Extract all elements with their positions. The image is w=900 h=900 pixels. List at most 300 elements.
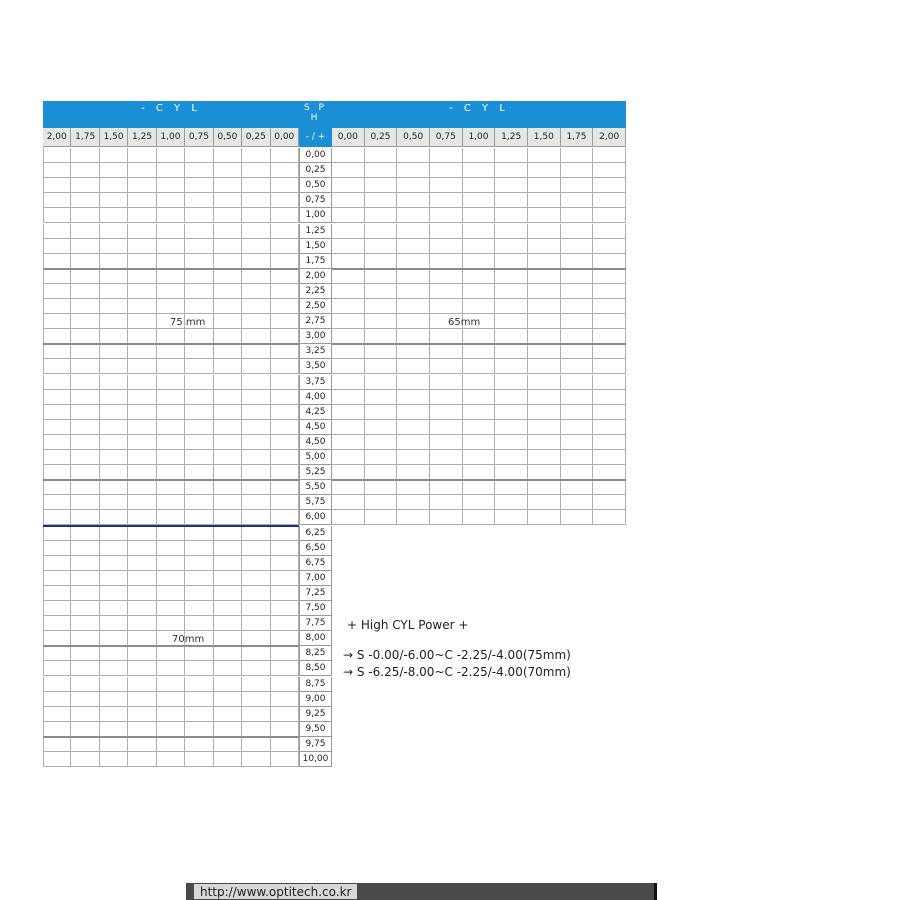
right-grid-cell — [430, 284, 463, 299]
left-grid-cell — [43, 193, 71, 208]
right-grid-cell — [593, 314, 626, 329]
right-grid-cell — [365, 405, 398, 420]
left-grid-cell — [271, 420, 299, 435]
right-grid-cell — [528, 314, 561, 329]
left-grid-cell — [185, 420, 213, 435]
right-grid-cell — [528, 450, 561, 465]
left-grid-cell — [214, 329, 242, 344]
left-grid-cell — [100, 722, 128, 737]
left-grid-cell — [43, 299, 71, 314]
left-grid-cell — [43, 586, 71, 601]
left-grid-cell — [71, 541, 99, 556]
left-grid-cell — [185, 375, 213, 390]
right-grid-cell — [397, 314, 430, 329]
left-grid-cell — [100, 631, 128, 646]
left-grid-cell — [214, 465, 242, 480]
right-grid-cell — [463, 239, 496, 254]
right-grid-cell — [495, 284, 528, 299]
row-separator — [43, 479, 299, 481]
sph-value-cell: 5,75 — [299, 495, 332, 510]
left-grid-cell — [242, 707, 270, 722]
left-grid-cell — [214, 571, 242, 586]
left-grid-cell — [100, 480, 128, 495]
left-grid-cell — [185, 148, 213, 163]
left-grid-cell — [100, 193, 128, 208]
right-grid-cell — [593, 299, 626, 314]
left-grid-cell — [128, 390, 156, 405]
row-separator — [43, 343, 299, 345]
left-grid-cell — [128, 344, 156, 359]
sph-value-cell: 4,50 — [299, 420, 332, 435]
left-grid-cell — [242, 299, 270, 314]
left-grid-cell — [128, 465, 156, 480]
left-grid-cell — [128, 314, 156, 329]
left-grid-cell — [271, 208, 299, 223]
left-grid-cell — [214, 616, 242, 631]
right-grid-cell — [463, 329, 496, 344]
left-grid-cell — [185, 208, 213, 223]
left-grid-cell — [100, 390, 128, 405]
sph-value-cell: 6,75 — [299, 556, 332, 571]
right-grid-cell — [430, 163, 463, 178]
right-cyl-column-labels — [332, 128, 626, 147]
left-grid-cell — [242, 163, 270, 178]
left-grid-cell — [242, 526, 270, 541]
left-grid-cell — [157, 722, 185, 737]
left-grid-cell — [242, 465, 270, 480]
right-grid-cell — [397, 495, 430, 510]
left-grid-cell — [100, 541, 128, 556]
left-grid-cell — [185, 163, 213, 178]
right-grid-cell — [430, 465, 463, 480]
sph-header-line1: S P — [303, 103, 327, 113]
right-grid-cell — [495, 148, 528, 163]
left-grid-cell — [242, 314, 270, 329]
right-grid-cell — [430, 254, 463, 269]
left-grid-cell — [157, 405, 185, 420]
right-grid-cell — [561, 329, 594, 344]
left-grid-cell — [157, 420, 185, 435]
left-grid-cell — [157, 571, 185, 586]
left-grid-cell — [43, 722, 71, 737]
left-grid-cell — [100, 344, 128, 359]
right-grid-cell — [561, 435, 594, 450]
left-grid-cell — [214, 269, 242, 284]
right-grid-cell — [397, 163, 430, 178]
left-grid-cell — [242, 586, 270, 601]
right-grid-cell — [463, 375, 496, 390]
left-grid-cell — [242, 692, 270, 707]
left-grid-cell — [71, 405, 99, 420]
left-grid-cell — [71, 208, 99, 223]
left-grid-cell — [71, 495, 99, 510]
left-grid-cell — [43, 661, 71, 676]
left-cyl-header — [43, 101, 299, 128]
left-grid-cell — [100, 224, 128, 239]
sph-value-cell: 2,25 — [299, 284, 332, 299]
left-grid-cell — [271, 284, 299, 299]
right-grid-cell — [561, 465, 594, 480]
left-grid-cell — [157, 707, 185, 722]
left-grid-cell — [214, 737, 242, 752]
left-grid-cell — [128, 722, 156, 737]
sph-value-cell: 8,50 — [299, 661, 332, 676]
left-grid-cell — [242, 435, 270, 450]
left-grid-cell — [43, 284, 71, 299]
right-grid-cell — [561, 178, 594, 193]
left-grid-cell — [271, 329, 299, 344]
right-grid-cell — [528, 299, 561, 314]
left-grid-cell — [242, 495, 270, 510]
sph-value-cell: 1,00 — [299, 208, 332, 223]
right-grid-cell — [365, 359, 398, 374]
right-grid-cell — [561, 344, 594, 359]
left-grid-cell — [71, 224, 99, 239]
right-grid-cell — [397, 344, 430, 359]
right-grid-cell — [593, 480, 626, 495]
left-grid-cell — [43, 375, 71, 390]
left-grid-cell — [271, 480, 299, 495]
left-grid-cell — [71, 299, 99, 314]
left-grid-cell — [100, 314, 128, 329]
right-grid-cell — [397, 480, 430, 495]
left-grid-cell — [43, 208, 71, 223]
right-grid-cell — [365, 163, 398, 178]
left-grid-cell — [242, 284, 270, 299]
right-grid-cell — [332, 193, 365, 208]
left-grid-cell — [100, 450, 128, 465]
right-grid-cell — [463, 420, 496, 435]
right-grid-cell — [495, 193, 528, 208]
left-grid-cell — [214, 148, 242, 163]
left-grid-cell — [100, 178, 128, 193]
left-grid-cell — [214, 631, 242, 646]
left-grid-cell — [157, 224, 185, 239]
left-grid-cell — [71, 510, 99, 525]
left-grid-cell — [271, 692, 299, 707]
right-grid-cell — [397, 329, 430, 344]
right-grid-cell — [397, 148, 430, 163]
right-grid-cell — [528, 465, 561, 480]
left-grid-cell — [242, 646, 270, 661]
left-grid-cell — [242, 390, 270, 405]
left-grid-cell — [71, 526, 99, 541]
left-grid-cell — [185, 601, 213, 616]
right-grid-cell — [463, 359, 496, 374]
row-separator — [332, 343, 626, 345]
left-grid-cell — [71, 239, 99, 254]
right-grid-cell — [561, 239, 594, 254]
right-cyl-col-label: 1,75 — [561, 128, 594, 147]
left-grid-cell — [242, 631, 270, 646]
left-grid-cell — [100, 571, 128, 586]
left-grid-cell — [185, 480, 213, 495]
left-grid-cell — [71, 375, 99, 390]
right-grid-cell — [495, 254, 528, 269]
right-grid-cell — [397, 254, 430, 269]
left-grid-cell — [71, 707, 99, 722]
left-grid-cell — [214, 284, 242, 299]
sph-value-cell: 1,50 — [299, 239, 332, 254]
left-grid-cell — [214, 480, 242, 495]
right-grid-cell — [365, 465, 398, 480]
sph-value-cell: 9,75 — [299, 737, 332, 752]
left-grid-cell — [71, 284, 99, 299]
left-cyl-col-label: 1,75 — [71, 128, 99, 147]
left-grid-cell — [71, 344, 99, 359]
left-grid-cell — [157, 208, 185, 223]
left-grid-cell — [157, 450, 185, 465]
right-grid-cell — [430, 510, 463, 525]
left-grid-cell — [71, 148, 99, 163]
right-grid-cell — [495, 510, 528, 525]
left-grid-cell — [185, 193, 213, 208]
right-grid-cell — [593, 193, 626, 208]
left-grid-cell — [185, 646, 213, 661]
left-grid-cell — [100, 586, 128, 601]
right-grid-cell — [593, 390, 626, 405]
left-grid-cell — [100, 163, 128, 178]
left-grid-cell — [185, 390, 213, 405]
sph-value-cell: 5,00 — [299, 450, 332, 465]
left-grid-cell — [128, 193, 156, 208]
right-grid-cell — [528, 420, 561, 435]
url-text[interactable]: http://www.optitech.co.kr — [194, 884, 357, 899]
left-grid-cell — [128, 556, 156, 571]
left-grid-cell — [271, 375, 299, 390]
left-grid-cell — [242, 405, 270, 420]
right-grid-cell — [528, 163, 561, 178]
right-grid-cell — [397, 359, 430, 374]
left-grid-cell — [100, 692, 128, 707]
left-grid-cell — [100, 601, 128, 616]
right-grid-cell — [430, 375, 463, 390]
right-grid-cell — [495, 480, 528, 495]
left-grid-cell — [271, 435, 299, 450]
left-grid-cell — [242, 556, 270, 571]
left-grid-cell — [157, 299, 185, 314]
right-grid-cell — [528, 390, 561, 405]
right-grid-cell — [332, 254, 365, 269]
right-grid-cell — [332, 435, 365, 450]
right-grid-cell — [495, 420, 528, 435]
right-grid-cell — [463, 178, 496, 193]
left-grid-cell — [157, 495, 185, 510]
sph-header-line2: H — [310, 113, 321, 123]
left-grid-cell — [271, 269, 299, 284]
left-grid-cell — [128, 148, 156, 163]
left-grid-cell — [71, 646, 99, 661]
left-grid-cell — [242, 677, 270, 692]
left-grid-cell — [128, 480, 156, 495]
right-grid-cell — [365, 193, 398, 208]
sph-value-cell: 2,50 — [299, 299, 332, 314]
right-grid-cell — [528, 178, 561, 193]
left-grid-cell — [43, 510, 71, 525]
left-grid-cell — [71, 586, 99, 601]
left-grid-cell — [100, 359, 128, 374]
left-grid-cell — [214, 661, 242, 676]
right-grid-cell — [430, 359, 463, 374]
left-grid-cell — [43, 631, 71, 646]
left-grid-cell — [185, 707, 213, 722]
left-grid-cell — [185, 239, 213, 254]
sph-value-cell: 9,25 — [299, 707, 332, 722]
url-bar — [186, 883, 657, 900]
right-grid-cell — [495, 239, 528, 254]
left-grid-cell — [214, 752, 242, 767]
right-grid-cell — [332, 390, 365, 405]
right-grid-cell — [593, 435, 626, 450]
left-grid-cell — [157, 601, 185, 616]
left-grid-cell — [271, 571, 299, 586]
left-grid-cell — [214, 677, 242, 692]
right-grid-cell — [430, 390, 463, 405]
left-grid-cell — [128, 239, 156, 254]
sph-value-cell: 2,00 — [299, 269, 332, 284]
left-grid-cell — [271, 526, 299, 541]
left-grid-cell — [71, 193, 99, 208]
left-grid-cell — [214, 586, 242, 601]
row-separator — [43, 736, 299, 738]
right-grid-cell — [561, 375, 594, 390]
right-grid-cell — [495, 329, 528, 344]
left-grid-cell — [271, 254, 299, 269]
right-grid-cell — [593, 163, 626, 178]
right-grid-cell — [495, 224, 528, 239]
sph-value-cell: 8,00 — [299, 631, 332, 646]
left-grid-cell — [128, 692, 156, 707]
sph-value-cell: 8,25 — [299, 646, 332, 661]
right-grid-cell — [593, 148, 626, 163]
left-grid-cell — [100, 661, 128, 676]
left-grid-cell — [43, 148, 71, 163]
left-grid-cell — [128, 586, 156, 601]
left-grid-cell — [100, 646, 128, 661]
left-grid-cell — [157, 178, 185, 193]
left-grid-cell — [157, 737, 185, 752]
right-grid-cell — [463, 299, 496, 314]
left-grid-cell — [43, 737, 71, 752]
left-grid-cell — [100, 526, 128, 541]
right-grid-cell — [593, 284, 626, 299]
right-grid-cell — [561, 450, 594, 465]
left-grid-cell — [185, 329, 213, 344]
left-grid-cell — [242, 510, 270, 525]
left-grid-cell — [71, 435, 99, 450]
left-grid-cell — [157, 284, 185, 299]
left-grid-cell — [185, 224, 213, 239]
left-grid-cell — [214, 208, 242, 223]
right-grid-cell — [495, 314, 528, 329]
left-grid-cell — [157, 556, 185, 571]
right-grid-cell — [332, 465, 365, 480]
left-grid-cell — [185, 541, 213, 556]
left-grid-cell — [43, 405, 71, 420]
right-grid-cell — [365, 495, 398, 510]
left-grid-cell — [43, 163, 71, 178]
right-grid-cell — [495, 163, 528, 178]
right-grid-cell — [397, 405, 430, 420]
left-grid-cell — [100, 148, 128, 163]
right-grid-cell — [430, 329, 463, 344]
right-grid-cell — [397, 178, 430, 193]
left-grid-cell — [128, 495, 156, 510]
left-cyl-col-label: 1,50 — [100, 128, 128, 147]
right-grid-cell — [397, 390, 430, 405]
right-grid-cell — [495, 359, 528, 374]
sph-value-cell: 3,75 — [299, 375, 332, 390]
left-grid-cell — [128, 616, 156, 631]
sph-value-cell: 8,75 — [299, 677, 332, 692]
left-grid-cell — [157, 541, 185, 556]
left-grid-cell — [71, 692, 99, 707]
right-grid-cell — [463, 208, 496, 223]
right-grid-cell — [430, 420, 463, 435]
left-grid-cell — [242, 450, 270, 465]
right-cyl-col-label: 2,00 — [593, 128, 626, 147]
left-grid-cell — [128, 420, 156, 435]
left-grid-cell — [271, 405, 299, 420]
left-grid-cell — [71, 465, 99, 480]
left-grid-cell — [242, 148, 270, 163]
sph-value-cell: 9,50 — [299, 722, 332, 737]
right-grid-cell — [495, 344, 528, 359]
row-separator — [43, 645, 299, 647]
left-grid-cell — [157, 239, 185, 254]
left-grid-cell — [157, 465, 185, 480]
sph-sign-label: - / + — [299, 128, 332, 147]
left-grid-cell — [214, 722, 242, 737]
right-grid-cell — [430, 480, 463, 495]
left-grid-cell — [100, 737, 128, 752]
left-grid-cell — [242, 224, 270, 239]
right-grid-cell — [397, 299, 430, 314]
left-grid-cell — [185, 661, 213, 676]
left-grid-cell — [43, 692, 71, 707]
left-grid-cell — [185, 359, 213, 374]
left-grid-cell — [185, 450, 213, 465]
right-grid-cell — [332, 495, 365, 510]
right-grid-cell — [528, 224, 561, 239]
left-grid-cell — [214, 178, 242, 193]
right-grid-cell — [365, 329, 398, 344]
left-grid-cell — [100, 375, 128, 390]
left-grid-cell — [271, 390, 299, 405]
left-grid-cell — [43, 646, 71, 661]
right-grid-cell — [561, 208, 594, 223]
left-grid-cell — [242, 359, 270, 374]
right-grid-cell — [593, 375, 626, 390]
sph-value-cell: 4,50 — [299, 435, 332, 450]
left-grid-cell — [185, 737, 213, 752]
right-grid-cell — [397, 465, 430, 480]
right-grid-cell — [528, 239, 561, 254]
right-grid-cell — [365, 480, 398, 495]
left-grid-cell — [157, 148, 185, 163]
left-grid-cell — [71, 631, 99, 646]
left-grid-cell — [71, 390, 99, 405]
right-grid-cell — [332, 208, 365, 223]
right-grid-cell — [430, 299, 463, 314]
left-grid-cell — [271, 631, 299, 646]
sph-value-cell: 3,50 — [299, 359, 332, 374]
left-grid-cell — [242, 571, 270, 586]
right-grid-cell — [561, 390, 594, 405]
right-grid-cell — [430, 435, 463, 450]
left-grid-cell — [43, 707, 71, 722]
left-grid-cell — [100, 556, 128, 571]
